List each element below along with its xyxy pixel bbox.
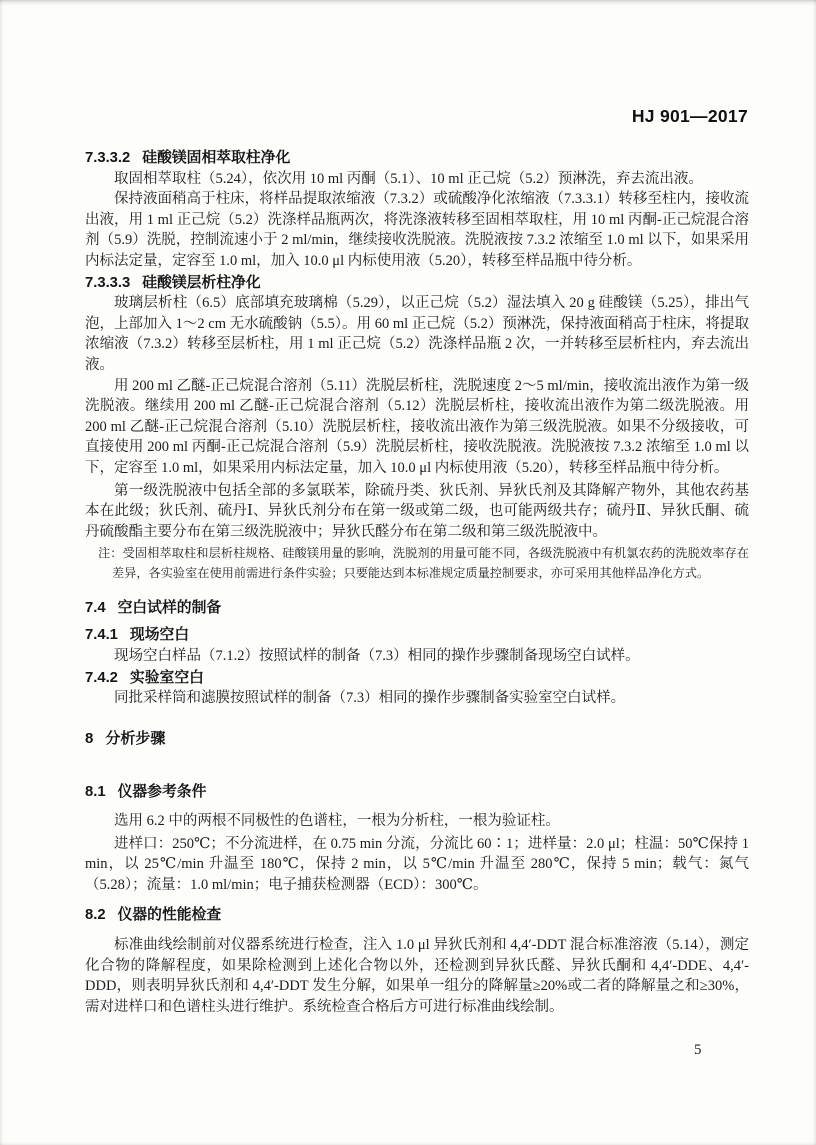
paragraph-eluate-distribution: 第一级洗脱液中包括全部的多氯联苯，除硫丹类、狄氏剂、异狄氏剂及其降解产物外，其他农药基本在此级；狄氏剂、硫丹Ⅰ、异狄氏剂分布在第一级或第二级，也可能两级共存；硫丹Ⅱ、异狄氏酮、硫丹硫酸酯主要分布在第三级洗脱液中；异狄氏醛分布在第二级和第三级洗脱液中。 [85, 482, 749, 540]
paragraph-column-elution: 用 200 ml 乙醚-正己烷混合溶剂（5.11）洗脱层析柱，洗脱速度 2～5 ml/min，接收流出液作为第一级洗脱液。继续用 200 ml 乙醚-正己烷混合溶剂（5.12）洗脱层析柱，接收流出液作为第二级洗脱液。用 200 ml 乙醚-正己烷混合溶剂（5.10）洗脱层析柱，接收流出液作为第三级洗脱液。如果不分级接收，可直接使用 200 ml 丙酮-正己烷混合溶剂（5.9）洗脱层析柱，接收洗脱液。洗脱液按 7.3.2 浓缩至 1.0 ml 以下，定容至 1.0 ml，如果采用内标法定量，加入 10.0 μl 内标使用液（5.20），转移至样品瓶中待分析。 [85, 377, 749, 476]
paragraph-spe-procedure: 保持液面稍高于柱床，将样品提取浓缩液（7.3.2）或硫酸净化浓缩液（7.3.3.1）转移至柱内，接收流出液，用 1 ml 正己烷（5.2）洗涤样品瓶两次，将洗涤液转移至固相萃取柱，用 10 ml 丙酮-正己烷混合溶剂（5.9）洗脱，控制流速小于 2 ml/min，继续接收洗脱液。洗脱液按 7.3.2 浓缩至 1.0 ml 以下，如果采用内标法定量，定容至 1.0 ml，加入 10.0 μl 内标使用液（5.20），转移至样品瓶中待分析。 [85, 191, 749, 269]
clause-title: 硅酸镁层析柱净化 [142, 274, 261, 291]
clause-title: 空白试样的制备 [117, 599, 222, 616]
paragraph-performance-check: 标准曲线绘制前对仪器系统进行检查，注入 1.0 μl 异狄氏剂和 4,4′-DDT 混合标准溶液（5.14），测定化合物的降解程度，如果除检测到上述化合物以外，还检测到异狄氏醛、异狄氏酮和 4,4′-DDE、4,4′-DDD，则表明异狄氏剂和 4,4′-DDT 发生分解，如果单一组分的降解量≥20%或二者的降解量之和≥30%，需对进样口和色谱柱头进行维护。系统检查合格后方可进行标准曲线绘制。 [85, 937, 749, 1015]
chapter-number: 8 [85, 729, 94, 747]
heading-7-4-1 [85, 625, 749, 646]
clause-title: 硅酸镁固相萃取柱净化 [142, 150, 291, 166]
clause-title: 现场空白 [129, 627, 190, 644]
clause-title: 仪器参考条件 [117, 784, 207, 801]
heading-8-2 [85, 905, 749, 926]
heading-7-4-2 [85, 668, 749, 689]
clause-number: 7.4 [85, 599, 106, 616]
heading-7-3-3-3 [85, 273, 749, 294]
clause-title: 仪器的性能检查 [117, 907, 222, 924]
clause-number: 7.4.2 [85, 669, 118, 686]
chapter-title: 分析步骤 [105, 729, 166, 747]
clause-number: 7.4.1 [85, 627, 118, 644]
note [98, 544, 749, 584]
heading-7-3-3-2 [85, 148, 749, 169]
paragraph-spe-prewash: 取固相萃取柱（5.24），依次用 10 ml 丙酮（5.1）、10 ml 正己烷（5.2）预淋洗，弃去流出液。 [114, 170, 703, 187]
heading-8-1 [85, 782, 749, 803]
clause-number: 7.3.3.3 [85, 274, 131, 291]
heading-7-4 [85, 598, 749, 619]
paragraph-gc-conditions: 进样口：250℃；不分流进样，在 0.75 min 分流，分流比 60∶1；进样量：2.0 μl；柱温：50℃保持 1 min，以 25℃/min 升温至 180℃，保持 2 min，以 5℃/min 升温至 280℃，保持 5 min；载气：氮气（5.28）；流量：1.0 ml/min；电子捕获检测器（ECD）：300℃。 [85, 835, 749, 893]
heading-8 [85, 729, 749, 750]
paragraph-column-packing: 玻璃层析柱（6.5）底部填充玻璃棉（5.29），以正己烷（5.2）湿法填入 20 g 硅酸镁（5.25），排出气泡，上部加入 1～2 cm 无水硫酸钠（5.5）。用 60 ml 正己烷（5.2）预淋洗，保持液面稍高于柱床，将提取浓缩液（7.3.2）转移至层析柱，用 1 ml 正己烷（5.2）洗涤样品瓶 2 次，一并转移至层析柱内，弃去流出液。 [85, 295, 749, 373]
clause-title: 实验室空白 [129, 669, 204, 686]
clause-number: 7.3.3.2 [85, 150, 131, 166]
clause-number: 8.2 [85, 907, 106, 924]
paragraph-lab-blank: 同批采样筒和滤膜按照试样的制备（7.3）相同的操作步骤制备实验室空白试样。 [114, 690, 626, 707]
page-content [85, 147, 749, 1017]
paragraph-columns-selection: 选用 6.2 中的两根不同极性的色谱柱，一根为分析柱，一根为验证柱。 [114, 813, 560, 830]
standard-code: HJ 901—2017 [631, 106, 748, 126]
note-label: 注： [98, 546, 123, 561]
page-number: 5 [694, 1042, 702, 1058]
clause-number: 8.1 [85, 784, 106, 801]
paragraph-field-blank: 现场空白样品（7.1.2）按照试样的制备（7.3）相同的操作步骤制备现场空白试样。 [114, 648, 640, 665]
note-text: 受固相萃取柱和层析柱规格、硅酸镁用量的影响，洗脱剂的用量可能不同，各级洗脱液中有机氯农药的洗脱效率存在差异，各实验室在使用前需进行条件实验；只要能达到本标准规定质量控制要求，亦可采用其他样品净化方式。 [112, 546, 750, 581]
